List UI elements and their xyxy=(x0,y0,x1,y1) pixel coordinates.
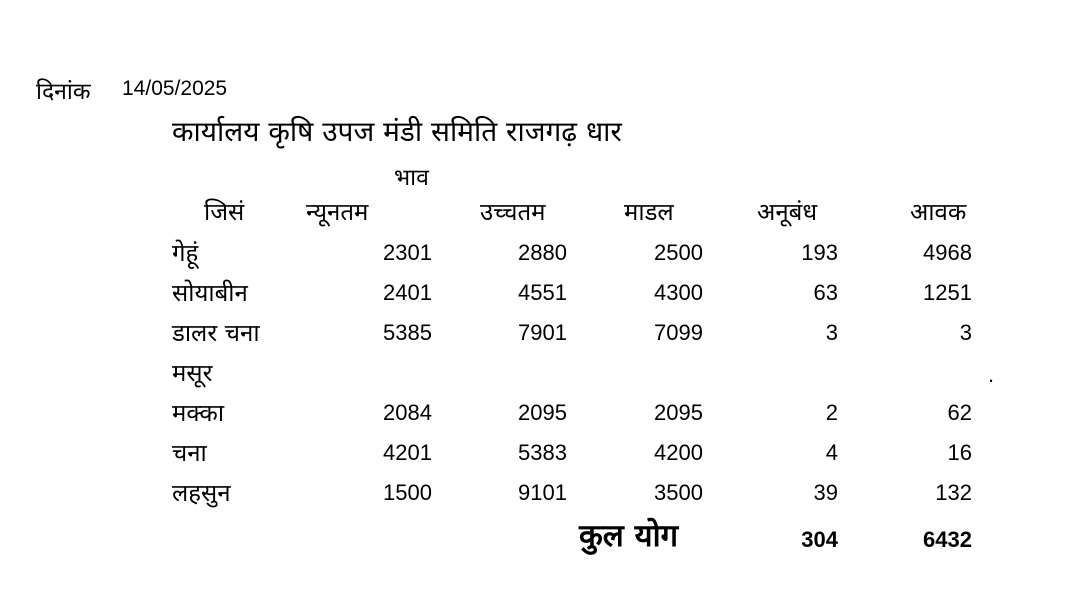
table-row-item: चना xyxy=(172,439,207,467)
table-cell-min: 2401 xyxy=(383,280,432,305)
table-row-item: मक्का xyxy=(172,399,225,427)
total-aavak: 6432 xyxy=(923,527,972,552)
table-cell-model: 2500 xyxy=(654,240,703,265)
date-label: दिनांक xyxy=(36,79,91,105)
table-cell-aavak: 132 xyxy=(935,480,972,505)
office-title: कार्यालय कृषि उपज मंडी समिति राजगढ़ धार xyxy=(172,115,622,148)
table-cell-anubandh: 193 xyxy=(801,240,838,265)
date-value: 14/05/2025 xyxy=(122,77,228,100)
table-cell-model: 4300 xyxy=(654,280,703,305)
table-row-item: मसूर xyxy=(172,359,213,387)
table-cell-min: 2301 xyxy=(383,240,432,265)
table-cell-max: 2880 xyxy=(518,240,567,265)
table-cell-anubandh: 39 xyxy=(813,480,838,505)
table-cell-max: 4551 xyxy=(518,280,567,305)
table-cell-anubandh: 63 xyxy=(813,280,838,305)
table-row-item: सोयाबीन xyxy=(172,279,248,307)
table-cell-aavak: 4968 xyxy=(923,240,972,265)
table-cell-max: 5383 xyxy=(518,440,567,465)
column-header-anubandh: अनूबंध xyxy=(757,198,818,226)
table-cell-max: 9101 xyxy=(518,480,567,505)
price-heading: भाव xyxy=(394,165,429,191)
table-cell-max: 2095 xyxy=(518,400,567,425)
table-cell-model: 7099 xyxy=(654,320,703,345)
table-cell-anubandh: 4 xyxy=(825,440,838,465)
column-header-aavak: आवक xyxy=(910,198,967,226)
total-anubandh: 304 xyxy=(801,527,838,552)
table-row-item: लहसुन xyxy=(172,479,231,507)
column-header-min: न्यूनतम xyxy=(306,198,369,226)
column-header-max: उच्चतम xyxy=(480,198,546,226)
table-cell-min: 4201 xyxy=(383,440,432,465)
total-label: कुल योग xyxy=(579,518,679,554)
column-header-model: माडल xyxy=(624,198,674,226)
table-row-item: गेहूं xyxy=(172,239,199,267)
table-cell-min: 5385 xyxy=(383,320,432,345)
table-cell-model: 4200 xyxy=(654,440,703,465)
table-cell-anubandh: 3 xyxy=(825,320,838,345)
column-header-item: जिसं xyxy=(204,198,245,226)
table-cell-min: 2084 xyxy=(383,400,432,425)
table-row-item: डालर चना xyxy=(172,319,260,347)
table-cell-anubandh: 2 xyxy=(825,400,838,425)
table-cell-aavak: 3 xyxy=(959,320,972,345)
table-cell-aavak: 1251 xyxy=(923,280,972,305)
table-cell-max: 7901 xyxy=(518,320,567,345)
table-cell-model: 3500 xyxy=(654,480,703,505)
table-cell-model: 2095 xyxy=(654,400,703,425)
table-cell-min: 1500 xyxy=(383,480,432,505)
table-cell-aavak: 16 xyxy=(947,440,972,465)
table-cell-aavak: 62 xyxy=(947,400,972,425)
stray-mark: . xyxy=(988,362,995,387)
